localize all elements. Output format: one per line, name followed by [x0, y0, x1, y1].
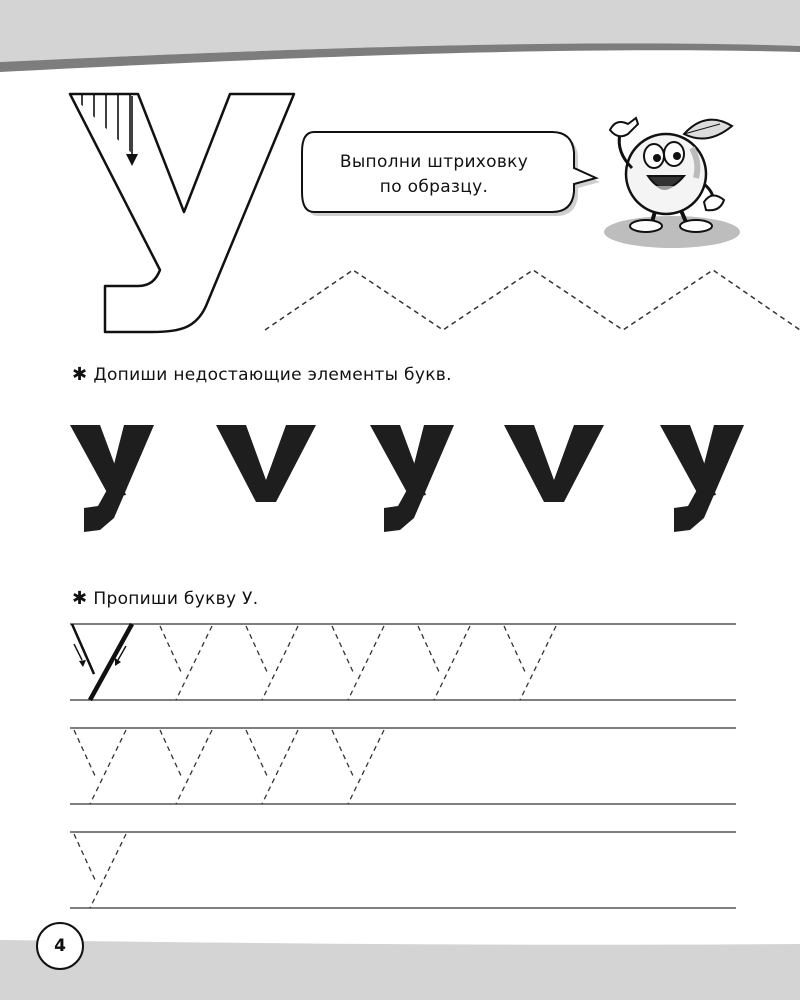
- letters-missing-elements-row: [0, 400, 800, 550]
- sample-letter-u: [72, 624, 132, 700]
- letter-u-complete-2: [370, 425, 454, 532]
- page-number: 4: [36, 922, 84, 970]
- mascot-character-icon: [596, 104, 756, 254]
- dashed-zigzag-line: [255, 260, 800, 340]
- speech-bubble-line-2: по образцу.: [379, 177, 489, 197]
- task-1-text: Допиши недостающие элементы букв.: [93, 364, 452, 385]
- task-1-instruction: [72, 364, 452, 385]
- speech-bubble-line-1: Выполни штриховку: [339, 152, 529, 172]
- letter-u-complete-3: [660, 425, 744, 532]
- letter-u-missing-tail-1: [216, 425, 316, 502]
- task-1-marker: ✱: [72, 364, 88, 385]
- speech-bubble-text: [318, 150, 550, 200]
- letter-u-missing-tail-2: [504, 425, 604, 502]
- bottom-decor-band: [0, 900, 800, 1000]
- task-2-instruction: [72, 588, 258, 609]
- task-2-text: Пропиши букву У.: [93, 588, 259, 609]
- top-decor-band: [0, 0, 800, 90]
- writing-line-1[interactable]: [60, 612, 760, 712]
- writing-line-2[interactable]: [60, 716, 760, 816]
- task-2-marker: ✱: [72, 588, 88, 609]
- letter-u-complete-1: [70, 425, 154, 532]
